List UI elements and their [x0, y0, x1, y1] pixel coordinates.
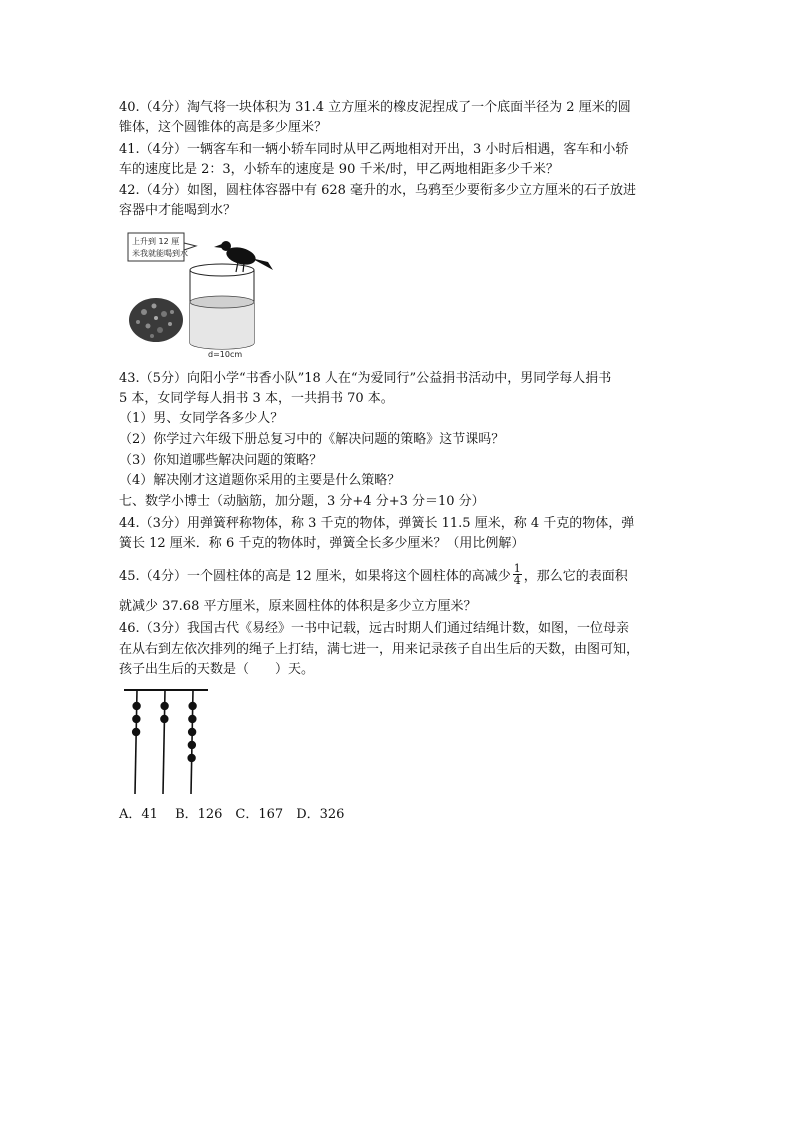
knot-1-1	[132, 702, 140, 710]
one-quarter-fraction: $\frac{1}{4}$	[513, 562, 521, 587]
knot-3-4	[188, 741, 196, 749]
q41-line1: 41.（4分）一辆客车和一辆小轿车同时从甲乙两地相对开出，3 小时后相遇，客车和小轿	[119, 142, 629, 157]
bubble-text-2: 米我就能喝到水	[132, 249, 188, 258]
q43-line1: 43.（5分）向阳小学“书香小队”18 人在“为爱同行”公益捐书活动中，男同学每人捐书	[119, 371, 612, 386]
q44-line1: 44.（3分）用弹簧秤称物体，称 3 千克的物体，弹簧长 11.5 厘米，称 4 千克的物体，弹	[119, 516, 635, 531]
diameter-label: d=10cm	[208, 350, 243, 359]
q40-line2: 锥体，这个圆锥体的高是多少厘米？	[119, 120, 328, 135]
knot-3-1	[188, 702, 196, 710]
q46-line3: 孩子出生后的天数是（ ）天。	[119, 662, 315, 677]
q41-line2: 车的速度比是 2：3，小轿车的速度是 90 千米/时，甲乙两地相距多少千米？	[119, 162, 559, 177]
q43-sub2: （2）你学过六年级下册总复习中的《解决问题的策略》这节课吗？	[119, 432, 505, 447]
q45-text-after: ，那么它的表面积	[523, 569, 628, 584]
knot-1-2	[132, 715, 140, 723]
q45-line1	[119, 562, 628, 588]
q43-sub1: （1）男、女同学各多少人？	[119, 411, 284, 426]
pebbles-pile	[129, 298, 183, 342]
q46-line1: 46.（3分）我国古代《易经》一书中记载，远古时期人们通过结绳计数，如图，一位母亲	[119, 621, 629, 636]
cylinder-container	[190, 264, 254, 349]
knot-1-3	[132, 728, 140, 736]
crow-icon	[214, 241, 273, 272]
q43-sub4: （4）解决刚才这道题你采用的主要是什么策略？	[119, 473, 401, 488]
q46-line2: 在从右到左依次排列的绳子上打结，满七进一，用来记录孩子自出生后的天数，由图可知，	[119, 642, 640, 657]
knot-2-1	[160, 702, 168, 710]
crow-cylinder-figure	[126, 228, 286, 360]
q43-line2: 5 本，女同学每人捐书 3 本，一共捐书 70 本。	[119, 391, 394, 406]
knot-3-5	[187, 754, 195, 762]
q44-line2: 簧长 12 厘米．称 6 千克的物体时，弹簧全长多少厘米？（用比例解）	[119, 536, 525, 551]
knot-rope-figure	[120, 686, 212, 798]
q45-line2: 就减少 37.68 平方厘米，原来圆柱体的体积是多少立方厘米？	[119, 599, 477, 614]
q40-line1: 40.（4分）淘气将一块体积为 31.4 立方厘米的橡皮泥捏成了一个底面半径为 2 厘米的圆	[119, 100, 631, 115]
q43-sub3: （3）你知道哪些解决问题的策略？	[119, 453, 323, 468]
q42-line1: 42.（4分）如图，圆柱体容器中有 628 毫升的水，乌鸦至少要衔多少立方厘米的石子放进	[119, 183, 637, 198]
q45-text-before: 45.（4分）一个圆柱体的高是 12 厘米，如果将这个圆柱体的高减少	[119, 569, 511, 584]
section-7-heading: 七、数学小博士（动脑筋，加分题，3 分+4 分+3 分＝10 分）	[119, 494, 485, 509]
knot-2-2	[160, 715, 168, 723]
knot-3-3	[188, 728, 196, 736]
q46-options: A．41 B．126 C．167 D．326	[119, 807, 345, 822]
knot-3-2	[188, 715, 196, 723]
q42-line2: 容器中才能喝到水？	[119, 203, 237, 218]
bubble-text-1: 上升到 12 厘	[132, 237, 180, 246]
